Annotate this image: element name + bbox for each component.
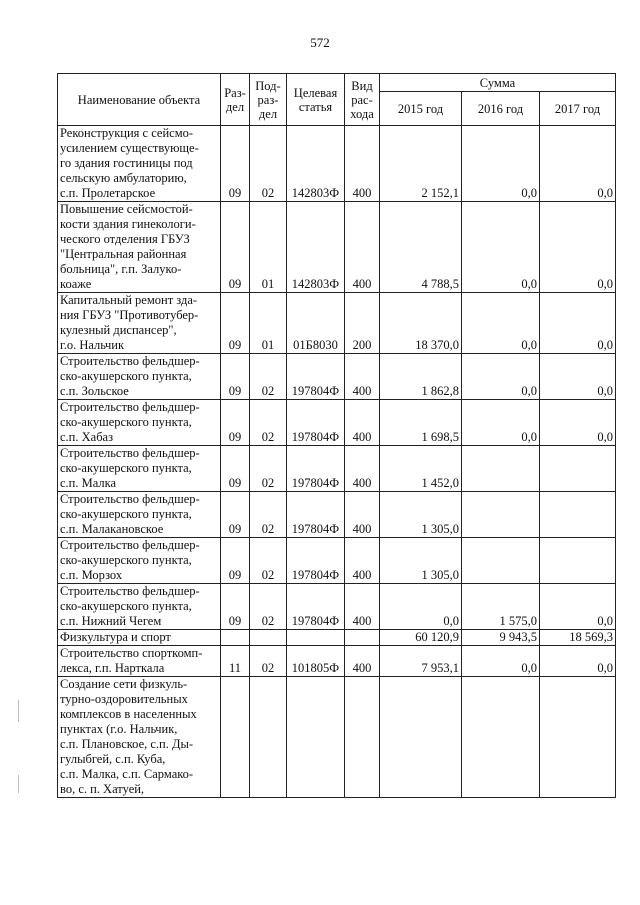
cell-razdel	[221, 630, 250, 646]
header-podrazdel: Под- раз- дел	[250, 74, 287, 126]
header-2015: 2015 год	[380, 92, 462, 126]
cell-vid: 400	[345, 538, 380, 584]
cell-podrazdel: 02	[250, 646, 287, 677]
cell-vid: 400	[345, 126, 380, 202]
cell-y2016: 0,0	[462, 646, 540, 677]
cell-statya: 197804Ф	[287, 400, 345, 446]
cell-razdel: 11	[221, 646, 250, 677]
cell-razdel: 09	[221, 293, 250, 354]
section-row	[58, 630, 616, 646]
cell-y2016: 0,0	[462, 202, 540, 293]
cell-podrazdel: 02	[250, 492, 287, 538]
cell-y2015: 1 698,5	[380, 400, 462, 446]
cell-y2016: 9 943,5	[462, 630, 540, 646]
table-row	[58, 293, 616, 354]
table-row	[58, 492, 616, 538]
cell-statya: 197804Ф	[287, 538, 345, 584]
cell-statya: 142803Ф	[287, 202, 345, 293]
cell-vid: 400	[345, 492, 380, 538]
header-2016: 2016 год	[462, 92, 540, 126]
cell-y2016	[462, 446, 540, 492]
table-row	[58, 538, 616, 584]
cell-y2017: 0,0	[540, 293, 616, 354]
cell-y2017: 0,0	[540, 646, 616, 677]
cell-razdel: 09	[221, 202, 250, 293]
header-razdel: Раз- дел	[221, 74, 250, 126]
cell-y2015	[380, 677, 462, 798]
cell-statya: 142803Ф	[287, 126, 345, 202]
cell-y2017	[540, 538, 616, 584]
cell-y2017: 0,0	[540, 400, 616, 446]
cell-y2017	[540, 492, 616, 538]
cell-y2015: 7 953,1	[380, 646, 462, 677]
table-row	[58, 354, 616, 400]
cell-y2016: 0,0	[462, 400, 540, 446]
cell-name: Строительство фельдшер- ско-акушерского пункта, с.п. Нижний Чегем	[58, 584, 221, 630]
budget-table	[57, 73, 616, 798]
cell-vid: 400	[345, 446, 380, 492]
cell-podrazdel: 02	[250, 584, 287, 630]
cell-name: Физкультура и спорт	[58, 630, 221, 646]
cell-y2017: 18 569,3	[540, 630, 616, 646]
cell-y2016: 0,0	[462, 354, 540, 400]
cell-y2015: 0,0	[380, 584, 462, 630]
page-number: 572	[310, 35, 330, 50]
table-row	[58, 202, 616, 293]
cell-razdel: 09	[221, 446, 250, 492]
cell-podrazdel	[250, 630, 287, 646]
table-row	[58, 446, 616, 492]
cell-podrazdel	[250, 677, 287, 798]
table-row	[58, 677, 616, 798]
cell-y2015: 60 120,9	[380, 630, 462, 646]
cell-name: Строительство фельдшер- ско-акушерского пункта, с.п. Зольское	[58, 354, 221, 400]
cell-statya: 197804Ф	[287, 492, 345, 538]
cell-y2016	[462, 492, 540, 538]
cell-razdel: 09	[221, 126, 250, 202]
cell-statya	[287, 630, 345, 646]
cell-y2015: 18 370,0	[380, 293, 462, 354]
cell-name: Строительство фельдшер- ско-акушерского пункта, с.п. Малка	[58, 446, 221, 492]
cell-vid: 400	[345, 202, 380, 293]
header-summa: Сумма	[380, 74, 616, 92]
cell-statya: 197804Ф	[287, 584, 345, 630]
cell-razdel: 09	[221, 492, 250, 538]
scan-mark	[18, 700, 19, 722]
table-row	[58, 126, 616, 202]
cell-y2016: 0,0	[462, 293, 540, 354]
cell-vid	[345, 677, 380, 798]
cell-statya	[287, 677, 345, 798]
cell-y2017	[540, 446, 616, 492]
cell-statya: 101805Ф	[287, 646, 345, 677]
cell-y2016: 1 575,0	[462, 584, 540, 630]
cell-podrazdel: 02	[250, 354, 287, 400]
cell-name: Строительство фельдшер- ско-акушерского пункта, с.п. Морзох	[58, 538, 221, 584]
header-2017: 2017 год	[540, 92, 616, 126]
cell-vid: 400	[345, 354, 380, 400]
cell-y2015: 2 152,1	[380, 126, 462, 202]
cell-name: Создание сети физкуль- турно-оздоровительных комплексов в населенных пунктах (г.о. Нальчик, с.п. Плановское, с.п. Ды- гулыбгей, с.п. Куба, с.п. Малка, с.п. Сармако- во, с. п. Хатуей,	[58, 677, 221, 798]
cell-statya: 01Б8030	[287, 293, 345, 354]
header-name: Наименование объекта	[58, 74, 221, 126]
cell-name: Реконструкция с сейсмо- усилением существующе- го здания гостиницы под сельскую амбулаторию, с.п. Пролетарское	[58, 126, 221, 202]
cell-podrazdel: 02	[250, 538, 287, 584]
cell-y2017: 0,0	[540, 354, 616, 400]
scan-mark	[18, 775, 19, 793]
cell-razdel: 09	[221, 538, 250, 584]
header-vid: Вид рас- хода	[345, 74, 380, 126]
cell-name: Строительство спорткомп- лекса, г.п. Нарткала	[58, 646, 221, 677]
cell-podrazdel: 02	[250, 400, 287, 446]
cell-y2017: 0,0	[540, 584, 616, 630]
cell-y2017: 0,0	[540, 126, 616, 202]
cell-y2015: 1 305,0	[380, 538, 462, 584]
cell-y2017: 0,0	[540, 202, 616, 293]
cell-razdel: 09	[221, 400, 250, 446]
cell-razdel: 09	[221, 354, 250, 400]
cell-name: Капитальный ремонт зда- ния ГБУЗ "Противотубер- кулезный диспансер", г.о. Нальчик	[58, 293, 221, 354]
cell-vid: 400	[345, 400, 380, 446]
cell-podrazdel: 01	[250, 202, 287, 293]
cell-name: Строительство фельдшер- ско-акушерского пункта, с.п. Хабаз	[58, 400, 221, 446]
cell-podrazdel: 02	[250, 126, 287, 202]
header-statya: Целевая статья	[287, 74, 345, 126]
cell-razdel	[221, 677, 250, 798]
cell-y2016	[462, 538, 540, 584]
cell-vid: 400	[345, 646, 380, 677]
cell-podrazdel: 02	[250, 446, 287, 492]
cell-name: Повышение сейсмостой- кости здания гинекологи- ческого отделения ГБУЗ "Центральная районная больница", г.п. Залуко- коаже	[58, 202, 221, 293]
cell-statya: 197804Ф	[287, 446, 345, 492]
cell-razdel: 09	[221, 584, 250, 630]
cell-y2015: 4 788,5	[380, 202, 462, 293]
cell-vid: 200	[345, 293, 380, 354]
cell-y2015: 1 452,0	[380, 446, 462, 492]
cell-name: Строительство фельдшер- ско-акушерского пункта, с.п. Малакановское	[58, 492, 221, 538]
cell-vid	[345, 630, 380, 646]
table-row	[58, 400, 616, 446]
cell-y2015: 1 305,0	[380, 492, 462, 538]
table-row	[58, 646, 616, 677]
cell-y2016	[462, 677, 540, 798]
cell-y2015: 1 862,8	[380, 354, 462, 400]
table-row	[58, 584, 616, 630]
cell-statya: 197804Ф	[287, 354, 345, 400]
cell-vid: 400	[345, 584, 380, 630]
cell-y2017	[540, 677, 616, 798]
cell-y2016: 0,0	[462, 126, 540, 202]
cell-podrazdel: 01	[250, 293, 287, 354]
